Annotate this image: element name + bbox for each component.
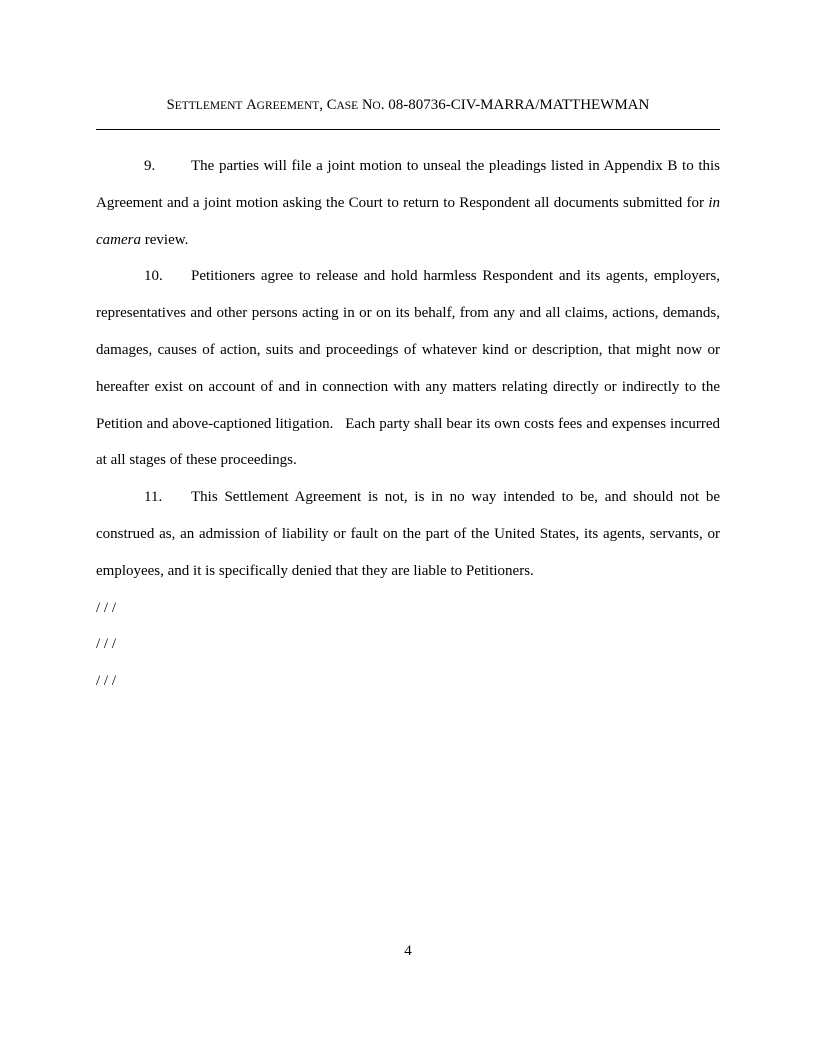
paragraph-text: This Settlement Agreement is not, is in no way intended to be, and should not be construed as, an admission of liability or fault on the part of the United States, its agents, servants, or employees, and it is specifically denied that they are liable to Petitioners.: [96, 489, 720, 579]
continuation-marker: / / /: [96, 636, 117, 653]
running-header: [96, 96, 720, 115]
paragraph-11: [96, 479, 720, 589]
paragraph-number: 9.: [144, 158, 156, 174]
paragraph-text: Petitioners agree to release and hold harmless Respondent and its agents, employers, representatives and other persons acting in or on its behalf, from any and all claims, actions, demands, damages, causes of action, suits and proceedings of whatever kind or description, that might now or hereafter exist on account of and in connection with any matters relating directly or indirectly to the Petition and above-captioned litigation. Each party shall bear its own costs fees and expenses incurred at all stages of these proceedings.: [96, 268, 720, 469]
page-number: 4: [404, 943, 412, 959]
paragraph-number: 10.: [144, 268, 163, 285]
document-body: [96, 148, 720, 700]
paragraph-9: [96, 148, 720, 258]
continuation-marker: / / /: [96, 673, 117, 690]
header-case-number: 08-80736-CIV-MARRA/MATTHEWMAN: [388, 97, 650, 113]
italic-term: in camera: [96, 194, 720, 248]
header-title: SETTLEMENT AGREEMENT, CASE NO.: [166, 97, 385, 113]
paragraph-text: The parties will file a joint motion to unseal the pleadings listed in Appendix B to this Agreement and a joint motion asking the Court to return to Respondent all documents submitted for: [96, 158, 720, 211]
paragraph-number: 11.: [144, 489, 163, 506]
header-rule: [96, 129, 720, 130]
continuation-marker: / / /: [96, 599, 117, 616]
paragraph-10: [96, 258, 720, 479]
paragraph-text-end: review.: [141, 231, 189, 248]
